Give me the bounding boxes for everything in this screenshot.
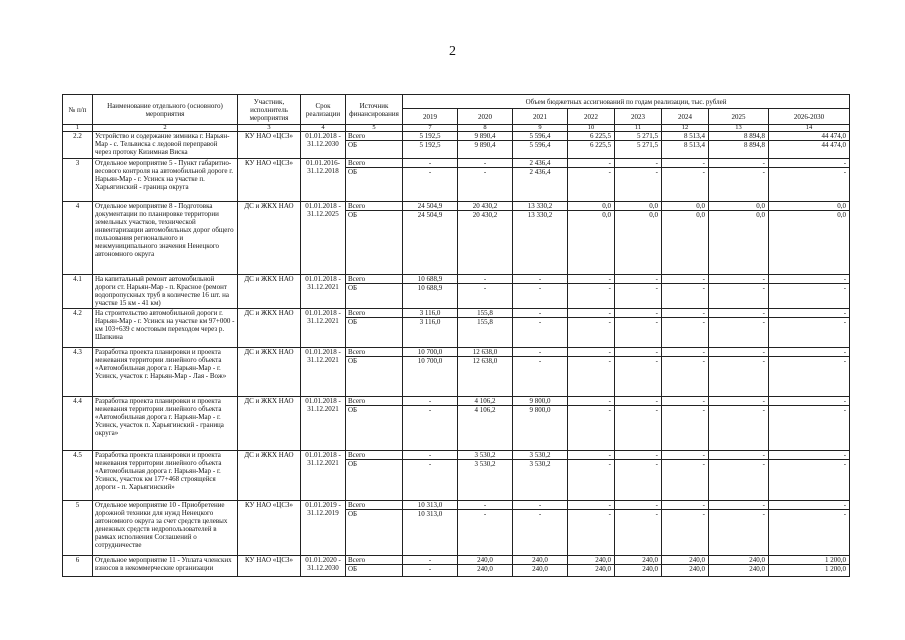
row-value-total: - bbox=[662, 159, 709, 168]
row-value-ob: - bbox=[769, 406, 850, 451]
row-value-total: - bbox=[403, 159, 458, 168]
row-value-total: 155,8 bbox=[458, 309, 513, 318]
table-row bbox=[63, 275, 850, 284]
row-number: 4.3 bbox=[63, 348, 93, 397]
row-value-ob: - bbox=[662, 318, 709, 348]
row-value-ob: - bbox=[662, 357, 709, 397]
row-value-ob: 240,0 bbox=[662, 565, 709, 577]
row-value-ob: 8 894,8 bbox=[709, 141, 769, 159]
row-value-ob: 240,0 bbox=[458, 565, 513, 577]
row-value-total: 9 890,4 bbox=[458, 132, 513, 141]
header-source: Источник финансирования bbox=[346, 95, 403, 125]
row-value-ob: 0,0 bbox=[769, 211, 850, 275]
row-value-total: 8 513,4 bbox=[662, 132, 709, 141]
row-period: 01.01.2018 - 31.12.2021 bbox=[301, 451, 346, 501]
row-value-total: - bbox=[568, 451, 615, 460]
row-value-total: - bbox=[513, 309, 568, 318]
row-value-ob: 240,0 bbox=[513, 565, 568, 577]
row-participant: ДС и ЖКХ НАО bbox=[238, 451, 301, 501]
row-value-ob: - bbox=[709, 510, 769, 556]
row-number: 2.2 bbox=[63, 132, 93, 159]
row-value-ob: 12 638,0 bbox=[458, 357, 513, 397]
row-name: Отдельное мероприятие 11 - Уплата членских взносов в некоммерческие организации bbox=[93, 556, 238, 577]
row-source-ob: ОБ bbox=[346, 510, 403, 556]
row-value-total: - bbox=[568, 501, 615, 510]
row-value-ob: 3 530,2 bbox=[513, 460, 568, 501]
row-value-total: - bbox=[458, 275, 513, 284]
row-number: 4 bbox=[63, 202, 93, 275]
row-source-total: Всего bbox=[346, 132, 403, 141]
row-number: 4.4 bbox=[63, 397, 93, 451]
row-number: 5 bbox=[63, 501, 93, 556]
header-column-number: 11 bbox=[615, 125, 662, 132]
row-value-ob: 0,0 bbox=[568, 211, 615, 275]
row-source-total: Всего bbox=[346, 501, 403, 510]
row-value-total: - bbox=[769, 309, 850, 318]
row-value-total: 240,0 bbox=[615, 556, 662, 565]
row-value-total: 0,0 bbox=[615, 202, 662, 211]
row-value-ob: - bbox=[769, 284, 850, 309]
row-period: 01.01.2018 - 31.12.2021 bbox=[301, 348, 346, 397]
row-value-total: - bbox=[662, 397, 709, 406]
row-value-total: - bbox=[403, 451, 458, 460]
header-year: 2023 bbox=[615, 109, 662, 125]
row-value-ob: - bbox=[615, 357, 662, 397]
row-value-ob: - bbox=[568, 284, 615, 309]
row-value-total: - bbox=[513, 348, 568, 357]
header-name: Наименование отдельного (основного) мероприятия bbox=[93, 95, 238, 125]
row-value-ob: - bbox=[403, 460, 458, 501]
header-column-number: 1 bbox=[63, 125, 93, 132]
header-column-number: 9 bbox=[513, 125, 568, 132]
row-value-ob: 9 890,4 bbox=[458, 141, 513, 159]
row-value-total: - bbox=[615, 501, 662, 510]
row-value-ob: 10 688,9 bbox=[403, 284, 458, 309]
row-value-ob: - bbox=[709, 318, 769, 348]
row-value-total: - bbox=[513, 501, 568, 510]
row-value-total: - bbox=[709, 397, 769, 406]
row-value-ob: 9 800,0 bbox=[513, 406, 568, 451]
header-year: 2022 bbox=[568, 109, 615, 125]
row-value-total: - bbox=[615, 159, 662, 168]
row-source-total: Всего bbox=[346, 202, 403, 211]
row-value-total: - bbox=[709, 501, 769, 510]
row-value-total: 24 504,9 bbox=[403, 202, 458, 211]
row-value-total: 0,0 bbox=[769, 202, 850, 211]
row-value-ob: 4 106,2 bbox=[458, 406, 513, 451]
row-value-ob: - bbox=[662, 406, 709, 451]
row-source-ob: ОБ bbox=[346, 357, 403, 397]
row-value-ob: - bbox=[568, 168, 615, 202]
row-value-ob: - bbox=[513, 318, 568, 348]
row-source-ob: ОБ bbox=[346, 141, 403, 159]
row-period: 01.01.2018 - 31.12.2021 bbox=[301, 397, 346, 451]
row-value-ob: - bbox=[568, 318, 615, 348]
header-participants: Участник, исполнитель мероприятия bbox=[238, 95, 301, 125]
row-value-total: 12 638,0 bbox=[458, 348, 513, 357]
row-value-ob: 10 313,0 bbox=[403, 510, 458, 556]
row-participant: ДС и ЖКХ НАО bbox=[238, 275, 301, 309]
row-value-ob: - bbox=[709, 168, 769, 202]
row-value-ob: 5 596,4 bbox=[513, 141, 568, 159]
row-value-total: 10 688,9 bbox=[403, 275, 458, 284]
row-name: Отдельное мероприятие 5 - Пункт габаритно-весового контроля на автомобильной дороге г. Нарьян-Мар - г. Усинск на участке п. Харьягинский - граница округа bbox=[93, 159, 238, 202]
row-value-total: - bbox=[403, 397, 458, 406]
header-column-number: 5 bbox=[346, 125, 403, 132]
header-column-number: 7 bbox=[403, 125, 458, 132]
row-value-total: - bbox=[568, 348, 615, 357]
row-value-ob: 20 430,2 bbox=[458, 211, 513, 275]
row-value-ob: 3 116,0 bbox=[403, 318, 458, 348]
header-year: 2026-2030 bbox=[769, 109, 850, 125]
row-value-total: 20 430,2 bbox=[458, 202, 513, 211]
row-value-total: - bbox=[709, 348, 769, 357]
row-name: Устройство и содержание зимника г. Нарьян-Мар - с. Тельвиска с ледовой переправой через протоку Кизимная Виска bbox=[93, 132, 238, 159]
row-value-ob: 5 192,5 bbox=[403, 141, 458, 159]
table-row bbox=[63, 451, 850, 460]
row-source-total: Всего bbox=[346, 397, 403, 406]
row-period: 01.01.2018 - 31.12.2030 bbox=[301, 132, 346, 159]
row-period: 01.01.2018 - 31.12.2021 bbox=[301, 309, 346, 348]
row-value-ob: 13 330,2 bbox=[513, 211, 568, 275]
row-number: 6 bbox=[63, 556, 93, 577]
row-value-ob: - bbox=[568, 357, 615, 397]
row-period: 01.01.2019 - 31.12.2019 bbox=[301, 501, 346, 556]
row-value-ob: - bbox=[615, 168, 662, 202]
header-column-number: 14 bbox=[769, 125, 850, 132]
header-year: 2019 bbox=[403, 109, 458, 125]
header-column-number: 2 bbox=[93, 125, 238, 132]
row-value-total: 5 596,4 bbox=[513, 132, 568, 141]
row-source-ob: ОБ bbox=[346, 406, 403, 451]
row-value-ob: - bbox=[615, 510, 662, 556]
table-row bbox=[63, 501, 850, 510]
row-value-total: - bbox=[709, 159, 769, 168]
row-source-ob: ОБ bbox=[346, 211, 403, 275]
row-value-total: 44 474,0 bbox=[769, 132, 850, 141]
table-row bbox=[63, 159, 850, 168]
row-source-ob: ОБ bbox=[346, 284, 403, 309]
row-value-total: - bbox=[615, 275, 662, 284]
row-value-total: - bbox=[709, 309, 769, 318]
row-value-total: 240,0 bbox=[568, 556, 615, 565]
row-participant: КУ НАО «ЦСЗ» bbox=[238, 501, 301, 556]
header-column-number: 13 bbox=[709, 125, 769, 132]
row-value-total: 4 106,2 bbox=[458, 397, 513, 406]
row-value-total: - bbox=[709, 451, 769, 460]
row-period: 01.01.2018 - 31.12.2025 bbox=[301, 202, 346, 275]
row-value-total: 3 530,2 bbox=[513, 451, 568, 460]
row-value-total: 5 271,5 bbox=[615, 132, 662, 141]
row-participant: ДС и ЖКХ НАО bbox=[238, 348, 301, 397]
row-value-total: - bbox=[709, 275, 769, 284]
row-value-ob: - bbox=[769, 168, 850, 202]
row-value-ob: 44 474,0 bbox=[769, 141, 850, 159]
row-value-total: - bbox=[769, 275, 850, 284]
row-value-total: - bbox=[662, 348, 709, 357]
row-participant: ДС и ЖКХ НАО bbox=[238, 309, 301, 348]
row-value-total: 0,0 bbox=[568, 202, 615, 211]
header-year: 2024 bbox=[662, 109, 709, 125]
row-source-ob: ОБ bbox=[346, 460, 403, 501]
row-value-ob: - bbox=[709, 357, 769, 397]
row-value-ob: 0,0 bbox=[615, 211, 662, 275]
row-value-total: - bbox=[615, 309, 662, 318]
row-value-total: - bbox=[403, 556, 458, 565]
row-value-total: 0,0 bbox=[709, 202, 769, 211]
row-value-total: 240,0 bbox=[709, 556, 769, 565]
row-value-ob: 3 530,2 bbox=[458, 460, 513, 501]
row-source-total: Всего bbox=[346, 348, 403, 357]
row-source-total: Всего bbox=[346, 556, 403, 565]
row-value-total: - bbox=[568, 397, 615, 406]
row-participant: КУ НАО «ЦСЗ» bbox=[238, 556, 301, 577]
row-value-total: - bbox=[458, 159, 513, 168]
row-value-ob: - bbox=[662, 510, 709, 556]
row-value-total: 240,0 bbox=[662, 556, 709, 565]
header-year: 2025 bbox=[709, 109, 769, 125]
row-value-total: 10 700,0 bbox=[403, 348, 458, 357]
row-value-total: 9 800,0 bbox=[513, 397, 568, 406]
row-value-ob: - bbox=[458, 284, 513, 309]
row-participant: КУ НАО «ЦСЗ» bbox=[238, 132, 301, 159]
header-column-number: 8 bbox=[458, 125, 513, 132]
row-value-ob: - bbox=[769, 357, 850, 397]
row-value-total: 240,0 bbox=[458, 556, 513, 565]
row-number: 4.2 bbox=[63, 309, 93, 348]
row-source-total: Всего bbox=[346, 275, 403, 284]
row-participant: КУ НАО «ЦСЗ» bbox=[238, 159, 301, 202]
row-value-total: 8 894,8 bbox=[709, 132, 769, 141]
row-value-ob: 240,0 bbox=[568, 565, 615, 577]
row-value-ob: - bbox=[769, 460, 850, 501]
table-row bbox=[63, 556, 850, 565]
table-row bbox=[63, 397, 850, 406]
budget-table bbox=[62, 94, 850, 577]
row-value-ob: - bbox=[568, 510, 615, 556]
row-value-ob: - bbox=[403, 406, 458, 451]
row-value-ob: 5 271,5 bbox=[615, 141, 662, 159]
row-name: Разработка проекта планировки и проекта межевания территории линейного объекта «Автомобильная дорога г. Нарьян-Мар - г. Усинск, участок г. Нарьян-Мар - Лая - Вож» bbox=[93, 348, 238, 397]
row-value-ob: - bbox=[615, 406, 662, 451]
row-value-ob: - bbox=[403, 565, 458, 577]
row-value-total: - bbox=[662, 501, 709, 510]
row-name: Отдельное мероприятие 8 - Подготовка документации по планировке территории земельных участков, технической инвентаризации автомобильных дорог общего пользования регионального и межмуниципального значения Ненецкого автономного округа bbox=[93, 202, 238, 275]
row-value-ob: 0,0 bbox=[662, 211, 709, 275]
row-value-total: - bbox=[662, 275, 709, 284]
row-value-ob: 240,0 bbox=[615, 565, 662, 577]
row-value-ob: - bbox=[403, 168, 458, 202]
header-column-number: 12 bbox=[662, 125, 709, 132]
page-number: 2 bbox=[449, 44, 456, 59]
row-value-total: 1 200,0 bbox=[769, 556, 850, 565]
row-source-total: Всего bbox=[346, 159, 403, 168]
row-source-total: Всего bbox=[346, 451, 403, 460]
row-value-ob: - bbox=[513, 357, 568, 397]
row-value-ob: 240,0 bbox=[709, 565, 769, 577]
row-value-total: - bbox=[615, 348, 662, 357]
row-value-total: 13 330,2 bbox=[513, 202, 568, 211]
row-value-ob: 24 504,9 bbox=[403, 211, 458, 275]
row-value-total: - bbox=[662, 309, 709, 318]
row-value-total: - bbox=[615, 451, 662, 460]
row-value-total: 10 313,0 bbox=[403, 501, 458, 510]
table-row bbox=[63, 132, 850, 141]
row-value-ob: 2 436,4 bbox=[513, 168, 568, 202]
row-value-ob: - bbox=[615, 460, 662, 501]
row-value-ob: - bbox=[662, 460, 709, 501]
header-column-number: 3 bbox=[238, 125, 301, 132]
row-number: 3 bbox=[63, 159, 93, 202]
row-value-ob: 0,0 bbox=[709, 211, 769, 275]
row-value-total: 5 192,5 bbox=[403, 132, 458, 141]
row-value-ob: 155,8 bbox=[458, 318, 513, 348]
row-value-ob: - bbox=[709, 284, 769, 309]
row-value-ob: - bbox=[458, 510, 513, 556]
header-period: Срок реализации bbox=[301, 95, 346, 125]
row-value-total: - bbox=[513, 275, 568, 284]
row-participant: ДС и ЖКХ НАО bbox=[238, 202, 301, 275]
row-name: На капитальный ремонт автомобильной дороги ст. Нарьян-Мар - п. Красное (ремонт водопропускных труб в количестве 16 шт. на участке 15 км - 41 км) bbox=[93, 275, 238, 309]
row-value-total: 3 530,2 bbox=[458, 451, 513, 460]
header-volume: Объем бюджетных ассигнований по годам реализации, тыс. рублей bbox=[403, 95, 850, 109]
row-value-ob: 6 225,5 bbox=[568, 141, 615, 159]
row-value-total: - bbox=[662, 451, 709, 460]
header-column-number: 10 bbox=[568, 125, 615, 132]
row-value-ob: - bbox=[615, 318, 662, 348]
header-year: 2021 bbox=[513, 109, 568, 125]
row-value-total: - bbox=[615, 397, 662, 406]
row-value-total: 6 225,5 bbox=[568, 132, 615, 141]
row-source-ob: ОБ bbox=[346, 168, 403, 202]
row-value-ob: - bbox=[513, 284, 568, 309]
row-source-total: Всего bbox=[346, 309, 403, 318]
row-value-total: 3 116,0 bbox=[403, 309, 458, 318]
row-value-ob: - bbox=[568, 460, 615, 501]
row-value-total: - bbox=[769, 159, 850, 168]
row-value-ob: - bbox=[513, 510, 568, 556]
row-value-ob: 10 700,0 bbox=[403, 357, 458, 397]
table-row bbox=[63, 309, 850, 318]
row-value-ob: 1 200,0 bbox=[769, 565, 850, 577]
row-value-total: - bbox=[769, 501, 850, 510]
row-source-ob: ОБ bbox=[346, 318, 403, 348]
row-value-ob: - bbox=[662, 168, 709, 202]
row-value-ob: - bbox=[458, 168, 513, 202]
row-value-total: - bbox=[769, 451, 850, 460]
row-name: Разработка проекта планировки и проекта межевания территории линейного объекта «Автомобильная дорога г. Нарьян-Мар - г. Усинск, участок п. Харьягинский - граница округа» bbox=[93, 397, 238, 451]
row-value-ob: - bbox=[709, 406, 769, 451]
row-name: На строительство автомобильной дороги г. Нарьян-Мар - г. Усинск на участке км 97+000 - км 103+639 с мостовым переходом через р. Шапкина bbox=[93, 309, 238, 348]
row-number: 4.5 bbox=[63, 451, 93, 501]
row-value-total: - bbox=[458, 501, 513, 510]
row-name: Разработка проекта планировки и проекта межевания территории линейного объекта «Автомобильная дорога г. Нарьян-Мар - г. Усинск, участок км 177+468 строящейся дороги - п. Харьягинский» bbox=[93, 451, 238, 501]
row-value-total: 0,0 bbox=[662, 202, 709, 211]
row-value-ob: - bbox=[568, 406, 615, 451]
row-participant: ДС и ЖКХ НАО bbox=[238, 397, 301, 451]
row-number: 4.1 bbox=[63, 275, 93, 309]
row-value-ob: 8 513,4 bbox=[662, 141, 709, 159]
row-value-total: - bbox=[568, 159, 615, 168]
row-value-ob: - bbox=[769, 318, 850, 348]
row-period: 01.01.2020 - 31.12.2030 bbox=[301, 556, 346, 577]
row-period: 01.01.2016- 31.12.2018 bbox=[301, 159, 346, 202]
row-value-ob: - bbox=[615, 284, 662, 309]
row-value-total: 2 436,4 bbox=[513, 159, 568, 168]
header-year: 2020 bbox=[458, 109, 513, 125]
row-value-total: 240,0 bbox=[513, 556, 568, 565]
header-num: № п/п bbox=[63, 95, 93, 125]
row-value-ob: - bbox=[709, 460, 769, 501]
row-value-total: - bbox=[769, 348, 850, 357]
table-row bbox=[63, 202, 850, 211]
row-period: 01.01.2018 - 31.12.2021 bbox=[301, 275, 346, 309]
row-value-total: - bbox=[769, 397, 850, 406]
header-column-number: 4 bbox=[301, 125, 346, 132]
row-name: Отдельное мероприятие 10 - Приобретение дорожной техники для нужд Ненецкого автономного округа за счет средств целевых денежных средств недропользователей в рамках исполнения Соглашений о сотрудничестве bbox=[93, 501, 238, 556]
row-value-total: - bbox=[568, 275, 615, 284]
row-value-ob: - bbox=[662, 284, 709, 309]
row-value-ob: - bbox=[769, 510, 850, 556]
row-source-ob: ОБ bbox=[346, 565, 403, 577]
table-row bbox=[63, 348, 850, 357]
row-value-total: - bbox=[568, 309, 615, 318]
